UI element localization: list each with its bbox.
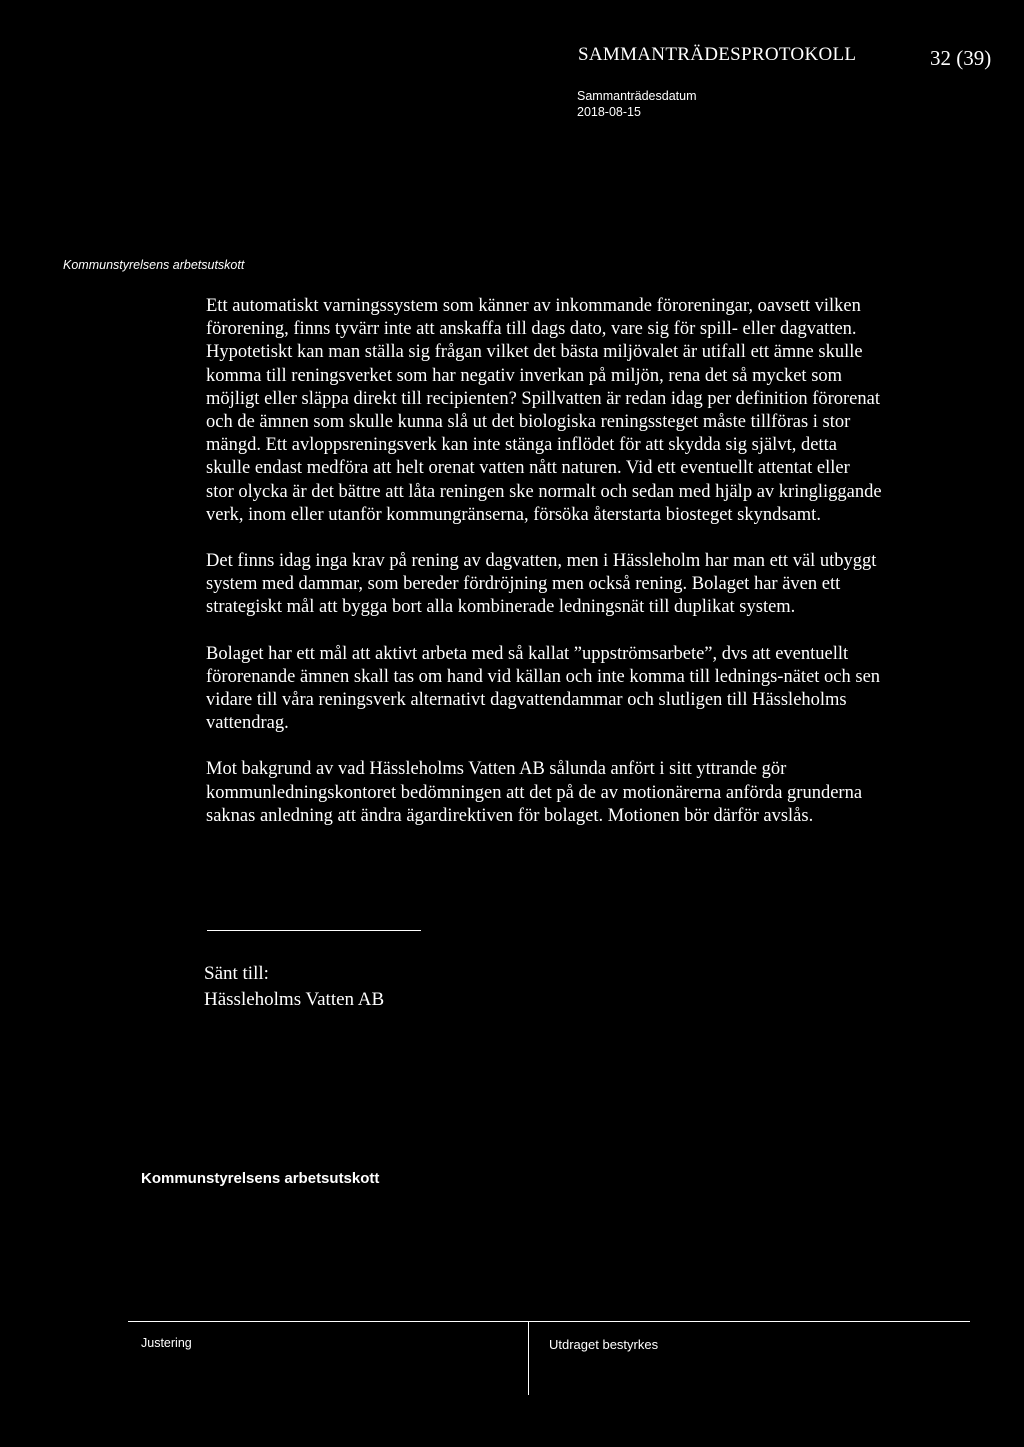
justering-label: Justering <box>141 1336 192 1350</box>
sent-to-label: Sänt till: <box>204 963 269 984</box>
utdraget-label: Utdraget bestyrkes <box>549 1337 659 1352</box>
footer-column-divider <box>528 1321 529 1395</box>
page-number: 32 (39) <box>930 46 992 70</box>
body-paragraph: Det finns idag inga krav på rening av dagvatten, men i Hässleholm har man ett väl utbyggt system med dammar, som bereder fördröjning men också rening. Bolaget har även ett strategiskt mål att bygga bort alla kombinerade ledningsnät till duplikat system. <box>206 551 877 618</box>
body-paragraph: Bolaget har ett mål att aktivt arbeta med så kallat ”uppströmsarbete”, dvs att eventuellt förorenande ämnen skall tas om hand vid källan och inte komma till lednings-nätet och sen vidare till våra reningsverk alternativt dagvattendammar och slutligen till Hässleholms vattendrag. <box>206 643 881 734</box>
sent-to-recipient: Hässleholms Vatten AB <box>204 989 385 1010</box>
footer-rule <box>128 1321 970 1322</box>
body-text <box>206 295 882 851</box>
committee-name: Kommunstyrelsens arbetsutskott <box>63 258 245 272</box>
body-paragraph: Mot bakgrund av vad Hässleholms Vatten AB sålunda anfört i sitt yttrande gör kommunledningskontoret bedömningen att det på de av motionärerna anförda grunderna saknas anledning att ändra ägardirektiven för bolaget. Motionen bör därför avslås. <box>206 759 863 826</box>
footer-committee-name: Kommunstyrelsens arbetsutskott <box>141 1170 380 1187</box>
body-paragraph: Ett automatiskt varningssystem som känner av inkommande föroreningar, oavsett vilken förorening, finns tyvärr inte att anskaffa till dags dato, vare sig för spill- eller dagvatten. Hypotetiskt kan man ställa sig frågan vilket det bästa miljövalet är utifall ett ämne skulle komma till reningsverket som har negativ inverkan på miljön, rena det så mycket som möjligt eller släppa direkt till recipienten? Spillvatten är redan idag per definition förorenat och de ämnen som skulle kunna slå ut det biologiska reningssteget måste tillföras i stor mängd. Ett avloppsreningsverk kan inte stänga inflödet för att skydda sig självt, detta skulle endast medföra att helt orenat vatten nått naturen. Vid ett eventuellt attentat eller stor olycka är det bättre att låta reningen ske normalt och sedan med hjälp av kringliggande verk, inom eller utanför kommungränserna, försöka återstarta biosteget skyndsamt. <box>206 296 882 525</box>
meeting-date-value: 2018-08-15 <box>577 105 641 119</box>
document-type-title: SAMMANTRÄDESPROTOKOLL <box>578 44 857 65</box>
section-separator <box>207 930 421 931</box>
meeting-date-label: Sammanträdesdatum <box>577 89 697 103</box>
